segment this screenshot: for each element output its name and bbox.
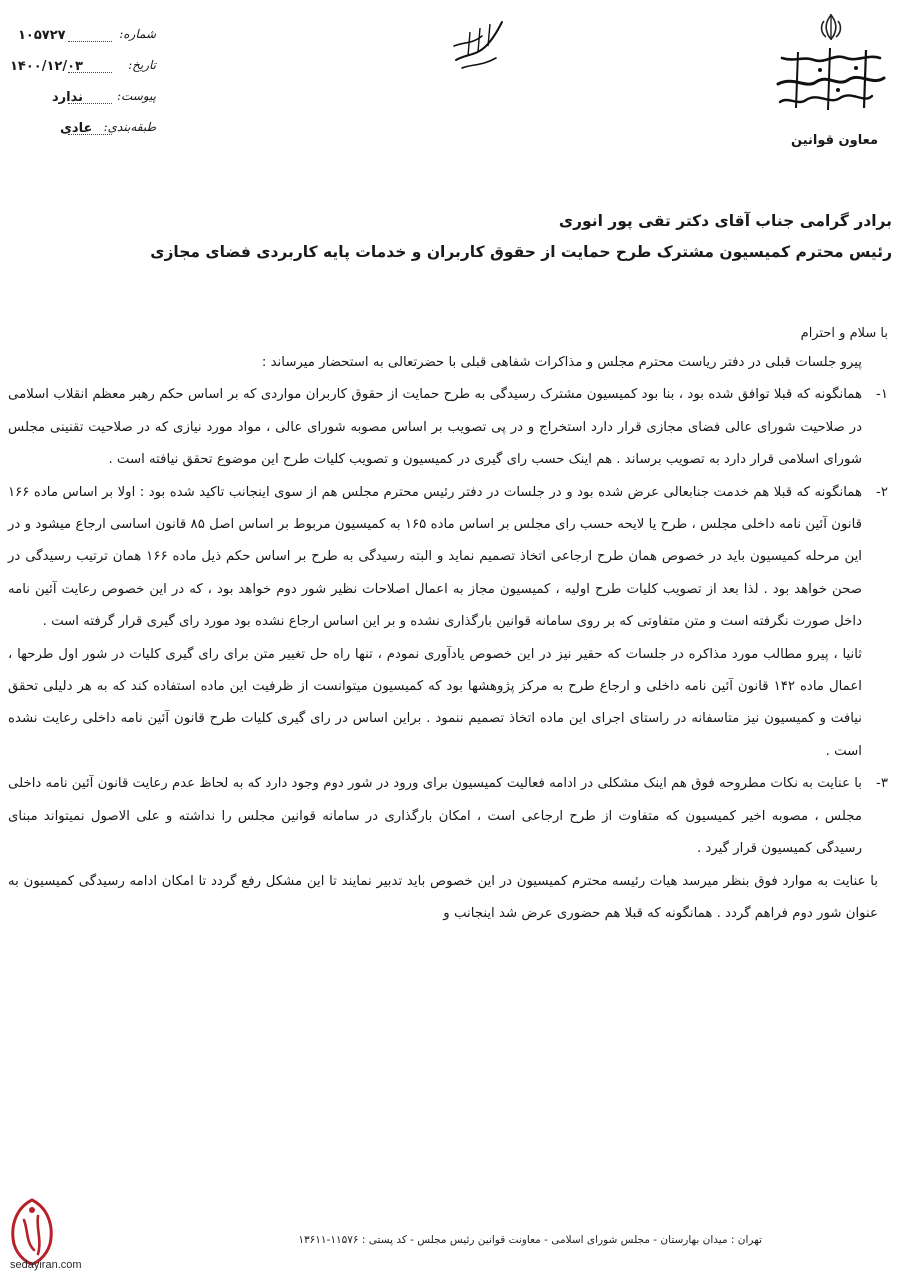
item-2 [8,477,888,639]
addressee-block [150,206,892,268]
addressee-title: رئیس محترم کمیسیون مشترک طرح حمایت از حقوق کاربران و خدمات پایه کاربردی فضای مجازی [150,243,892,261]
date-label: تاریخ: [128,58,156,72]
letter-meta [6,28,156,152]
date-value: ۱۴۰۰/۱۲/۰۳ [10,59,83,74]
meta-number-row [6,28,156,59]
number-label: شماره: [119,27,156,41]
watermark-logo [4,1196,60,1266]
item-1 [8,379,888,476]
meta-attachment-row [6,90,156,121]
classification-label: طبقه‌بندی: [103,120,156,134]
item-3 [8,768,888,865]
greeting: با سلام و احترام [800,326,888,341]
item-1-text: همانگونه که قبلا توافق شده بود ، بنا بود کمیسیون مشترک رسیدگی به طرح حمایت از حقوق کاربران مواردی که بر اساس حکم رهبر معظم انقلاب اسلامی در صلاحیت شورای عالی فضای مجازی قرار دارد استخراج و در پی تصویب بر اساس مصوبه شورای عالی ، مواد مورد نیازی که در صلاحیت تقنینی مجلس شورای اسلامی قرار دارد به تصویب برساند . هم اینک حسب رای گیری در کمیسیون و تصویب کلیات طرح این موضوع تحقق نیافته است . [8,387,862,468]
footer-address: تهران : میدان بهارستان - مجلس شورای اسلامی - معاونت قوانین رئیس مجلس - کد پستی : ۱۱۵۷۶-۱۳۶۱۱ [298,1234,762,1246]
item-3-marker: ۳- [876,776,888,792]
meta-date-row [6,59,156,90]
attachment-label: پیوست: [116,89,156,103]
item-1-marker: ۱- [876,387,888,403]
item-3-text: با عنایت به نکات مطروحه فوق هم اینک مشکلی در ادامه فعالیت کمیسیون برای ورود در شور دوم وجود دارد که به لحاظ عدم رعایت قانون آئین نامه داخلی مجلس ، مصوبه اخیر کمیسیون که متفاوت از طرح ارجاعی است ، امکان بارگذاری در سامانه قوانین مجلس را نداشته و علی الاصول نمیتواند مبنای رسیدگی کمیسیون قرار گیرد . [8,776,862,857]
intro-paragraph: پیرو جلسات قبلی در دفتر ریاست محترم مجلس و مذاکرات شفاهی قبلی با حضرتعالی به استحضار میرساند : [261,355,862,370]
item-2-marker: ۲- [876,484,888,500]
item-2-text: همانگونه که قبلا هم خدمت جنابعالی عرض شده بود و در جلسات در دفتر رئیس محترم مجلس هم از سوی اینجانب تاکید شده بود : اولا بر اساس ماده ۱۶۶ قانون آئین نامه داخلی مجلس ، طرح یا لایحه حسب رای مجلس بر اساس ماده ۱۶۵ به کمیسیون مربوط بر اساس اصل ۸۵ قانون اساسی ارجاع میشود و در این مرحله کمیسیون باید در خصوص همان طرح ارجاعی اتخاذ تصمیم نماید و البته رسیدگی به طرح بر اساس حکم ذیل ماده ۱۶۶ همان ترتیب رسیدگی در صحن خواهد بود . لذا بعد از تصویب کلیات طرح اولیه ، کمیسیون مجاز به اعمال اصلاحات نظیر شور دوم خواهد بود ، که در این خصوص رعایت آئین نامه داخل صورت نگرفته است و متن متفاوتی که بر روی سامانه قوانین بارگذاری نشده و بر این اساس ارجاع نشده بود مورد رای گیری قرار گرفته است . [8,484,862,630]
meta-dots [68,41,112,42]
classification-value: عادی [60,121,93,136]
addressee-name: برادر گرامی جناب آقای دکتر تقی پور انوری [558,212,892,230]
meta-classification-row [6,121,156,152]
letter-body [8,321,888,930]
parliament-calligraphy-logo [768,38,888,118]
item-2-second-paragraph: ثانیا ، پیرو مطالب مورد مذاکره در جلسات که حقیر نیز در این خصوص یادآوری نمودم ، تنها راه حل تغییر متن برای رای گیری کلیات در شور اول طرحها ، اعمال ماده ۱۴۲ قانون آئین نامه داخلی و ارجاع طرح به مرکز پژوهشها بود که کمیسیون میتوانست از ظرفیت این ماده استفاده کند که به هر دلیلی تحقق نیافت و کمیسیون نیز متاسفانه در راستای اجرای این ماده اتخاذ تصمیم ننمود . براین اساس در رای گیری کلیات طرح قانون آئین نامه داخلی رعایت نشده است . [8,646,862,759]
attachment-value: ندارد [52,90,84,105]
bismillah-calligraphy-logo [448,16,508,72]
number-value: ۱۰۵۷۲۷ [18,28,66,43]
closing-paragraph: با عنایت به موارد فوق بنظر میرسد هیات رئیسه محترم کمیسیون در این خصوص باید تدبیر نمایند تا این مشکل رفع گردد تا امکان ادامه رسیدگی کمیسیون به عنوان شور دوم فراهم گردد . همانگونه که قبلا هم حضوری عرض شد اینجانب و [8,873,878,921]
department-title: معاون قوانین [791,133,878,148]
watermark-site: sedayiran.com [10,1259,82,1271]
